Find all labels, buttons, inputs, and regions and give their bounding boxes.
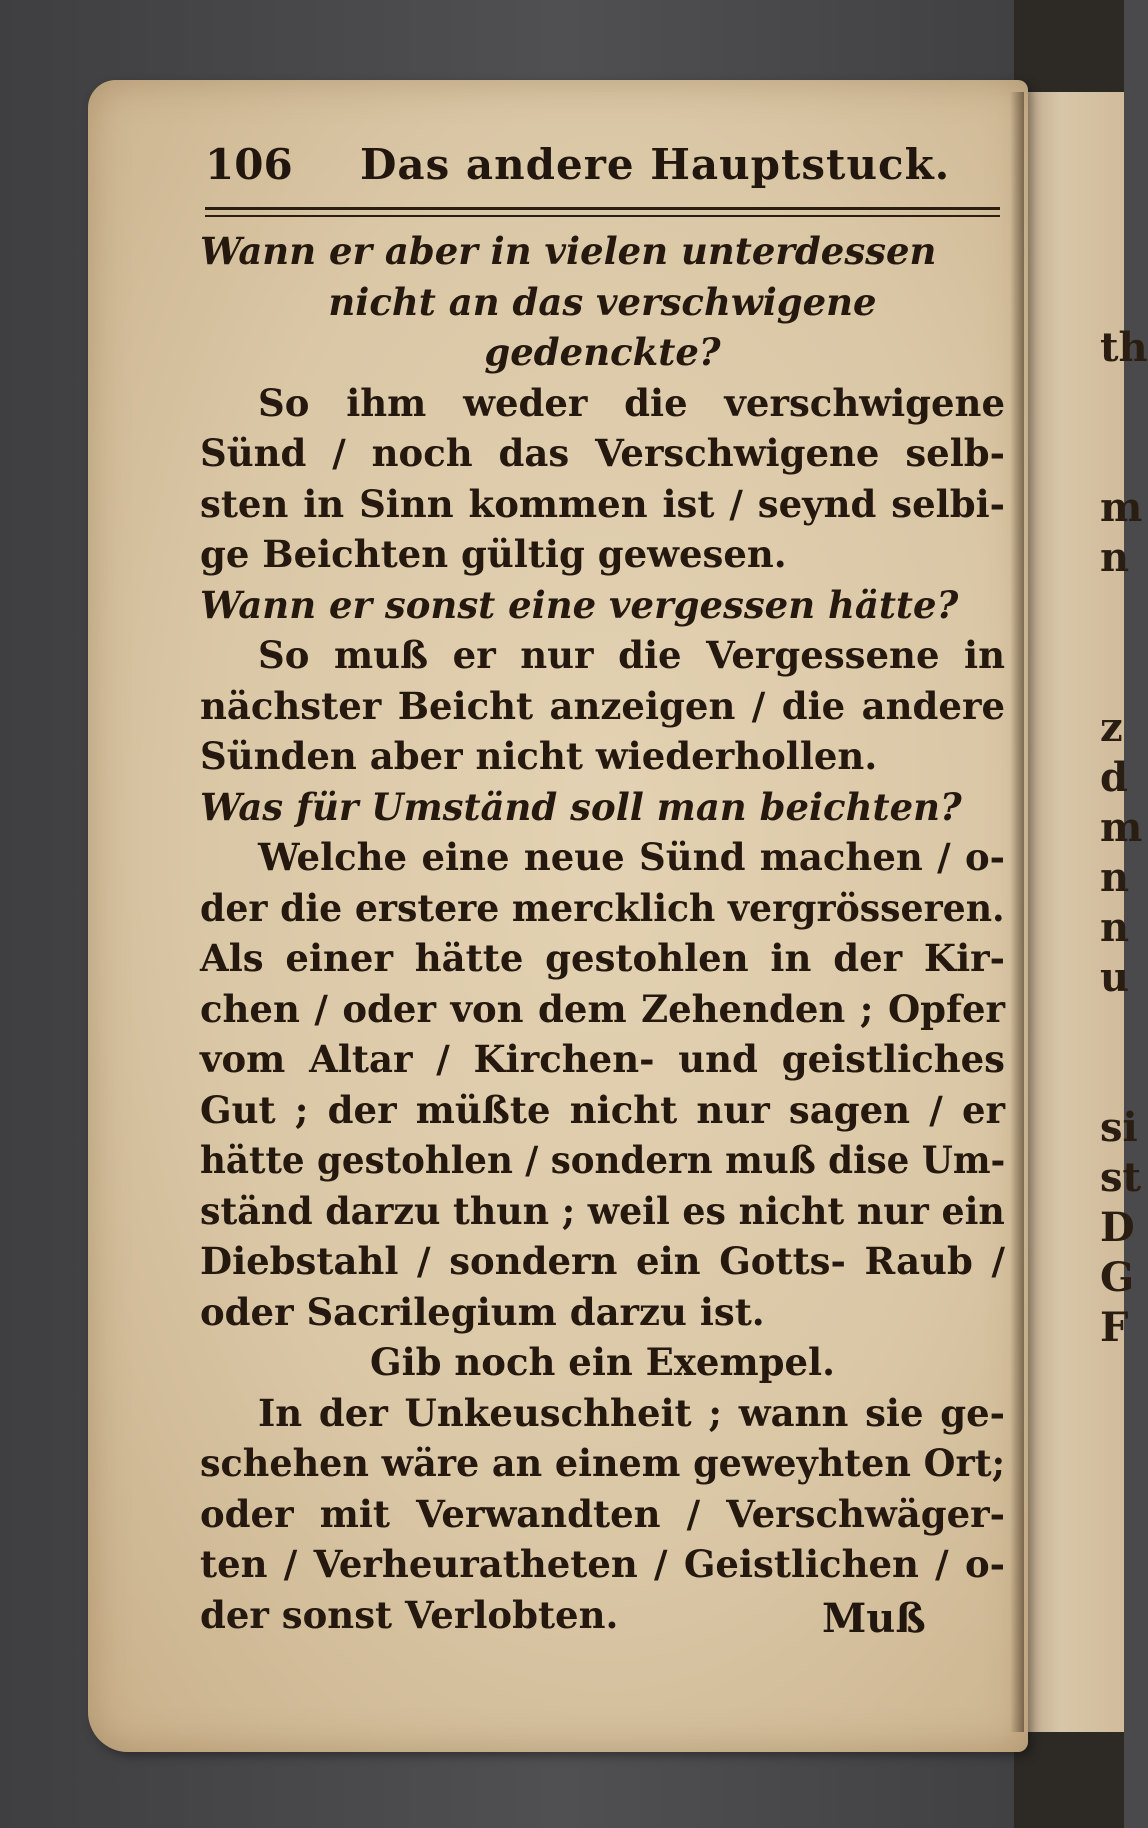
facing-page-fragment: m: [1100, 484, 1143, 531]
text-line: der sonst Verlobten.: [200, 1592, 619, 1637]
text-line: vom Altar / Kirchen- und geistliches: [200, 1037, 1005, 1081]
text-line: Sünden aber nicht wiederhollen.: [200, 734, 878, 778]
text-line: Gut ; der müßte nicht nur sagen / er: [200, 1087, 1005, 1132]
facing-page-fragment: n: [1100, 534, 1130, 581]
header-rule: [205, 207, 1000, 217]
text-line: chen / oder von dem Zehenden ; Opfer: [200, 986, 1005, 1031]
page-gutter-shadow: [1010, 92, 1024, 1732]
text-line: So muß er nur die Vergessene in: [258, 633, 1005, 677]
facing-page-fragment: G: [1100, 1254, 1135, 1301]
facing-page-fragment: m: [1100, 804, 1143, 851]
text-line: Wann er sonst eine vergessen hätte?: [200, 582, 959, 627]
text-line: ständ darzu thun ; weil es nicht nur ein: [200, 1188, 1005, 1233]
facing-page-fragment: D: [1100, 1204, 1135, 1251]
facing-page-fragment: st: [1100, 1154, 1141, 1201]
text-line: So ihm weder die verschwigene: [258, 380, 1005, 425]
text-line: Als einer hätte gestohlen in der Kir-: [200, 936, 1005, 980]
text-line: Wann er aber in vielen unterdessen: [200, 229, 937, 273]
text-line: Welche eine neue Sünd machen / o-: [258, 835, 1005, 879]
text-line: Sünd / noch das Verschwigene selb-: [200, 431, 1005, 475]
facing-page-fragment: F: [1100, 1304, 1129, 1351]
text-line: ge Beichten gültig gewesen.: [200, 532, 787, 576]
facing-page-fragment: u: [1100, 954, 1130, 1001]
text-line: schehen wäre an einem geweyhten Ort;: [200, 1441, 1006, 1485]
facing-page-fragment: si: [1100, 1104, 1138, 1151]
text-line: der die erstere mercklich vergrösseren.: [200, 885, 1005, 930]
page-header: [205, 140, 1000, 200]
facing-page-fragment: th: [1100, 324, 1148, 371]
facing-page-fragment: n: [1100, 854, 1130, 901]
page-body-text: [200, 226, 1005, 1640]
text-line: nicht an das verschwigene: [328, 279, 877, 324]
facing-page-fragment: z: [1100, 704, 1123, 751]
text-line: In der Unkeuschheit ; wann sie ge-: [258, 1390, 1005, 1435]
text-line: Gib noch ein Exempel.: [370, 1340, 835, 1384]
text-line: hätte gestohlen / sondern muß dise Um-: [200, 1138, 1006, 1182]
page-number: 106: [205, 140, 293, 189]
text-line: Was für Umständ soll man beichten?: [200, 784, 962, 829]
text-line: gedenckte?: [484, 330, 721, 374]
text-line: oder Sacrilegium darzu ist.: [200, 1289, 765, 1334]
text-line: oder mit Verwandten / Verschwäger-: [200, 1491, 1005, 1536]
text-line: sten in Sinn kommen ist / seynd selbi-: [200, 481, 1005, 526]
text-line: nächster Beicht anzeigen / die andere: [200, 683, 1005, 728]
facing-page-edge: [1018, 92, 1148, 1732]
text-line: ten / Verheuratheten / Geistlichen / o-: [200, 1542, 1005, 1586]
running-title: Das andere Hauptstuck.: [360, 140, 951, 189]
catchword: Muß: [822, 1595, 926, 1642]
facing-page-fragment: n: [1100, 904, 1130, 951]
text-line: Diebstahl / sondern ein Gotts- Raub /: [200, 1239, 1005, 1283]
facing-page-fragment: d: [1100, 754, 1128, 801]
